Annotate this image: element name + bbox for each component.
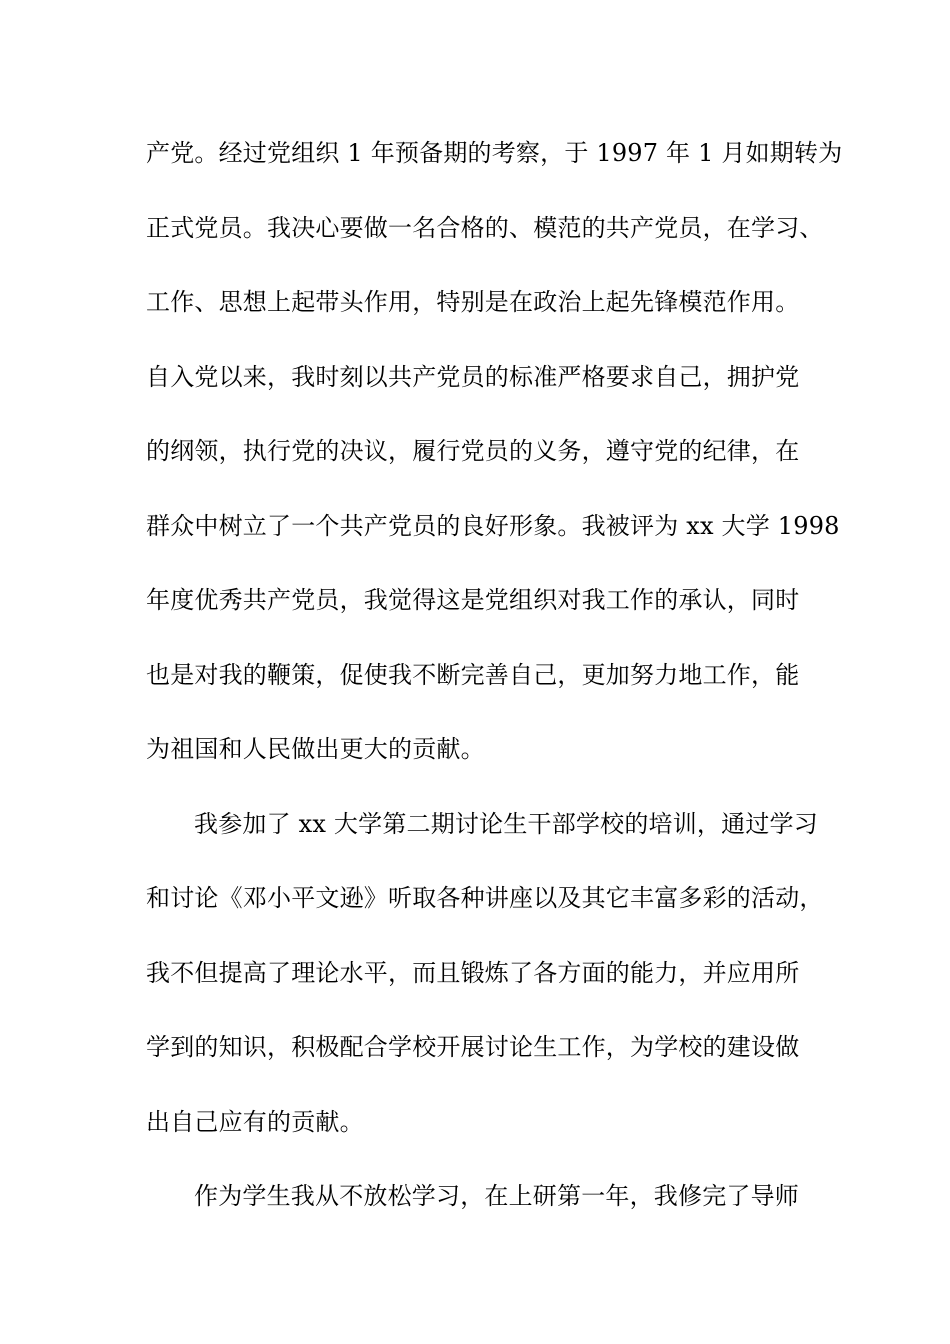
text-line: 自入党以来，我时刻以共产党员的标准严格要求自己，拥护党 [146, 362, 800, 391]
text-line: 和讨论《邓小平文逊》听取各种讲座以及其它丰富多彩的活动， [146, 884, 824, 912]
text-line: 我不但提高了理论水平，而且锻炼了各方面的能力，并应用所 [146, 958, 800, 987]
text-line: 产党。经过党组织 1 年预备期的考察，于 1997 年 1 月如期转为 [146, 139, 843, 167]
text-line: 年度优秀共产党员，我觉得这是党组织对我工作的承认，同时 [146, 586, 800, 614]
text-line: 也是对我的鞭策，促使我不断完善自己，更加努力地工作，能 [146, 660, 800, 689]
paragraph-start-line: 作为学生我从不放松学习，在上研第一年，我修完了导师 [194, 1182, 799, 1210]
text-line: 工作、思想上起带头作用，特别是在政治上起先锋模范作用。 [146, 288, 800, 316]
text-line: 群众中树立了一个共产党员的良好形象。我被评为 xx 大学 1998 [146, 511, 840, 540]
text-line: 正式党员。我决心要做一名合格的、模范的共产党员，在学习、 [146, 213, 824, 242]
text-line: 为祖国和人民做出更大的贡献。 [146, 735, 485, 763]
paragraph-start-line: 我参加了 xx 大学第二期讨论生干部学校的培训，通过学习 [194, 809, 818, 838]
text-line: 的纲领，执行党的决议，履行党员的义务，遵守党的纪律，在 [146, 437, 800, 465]
body-text [146, 132, 843, 1250]
text-line: 学到的知识，积极配合学校开展讨论生工作，为学校的建设做 [146, 1033, 800, 1061]
text-line: 出自己应有的贡献。 [146, 1107, 364, 1136]
